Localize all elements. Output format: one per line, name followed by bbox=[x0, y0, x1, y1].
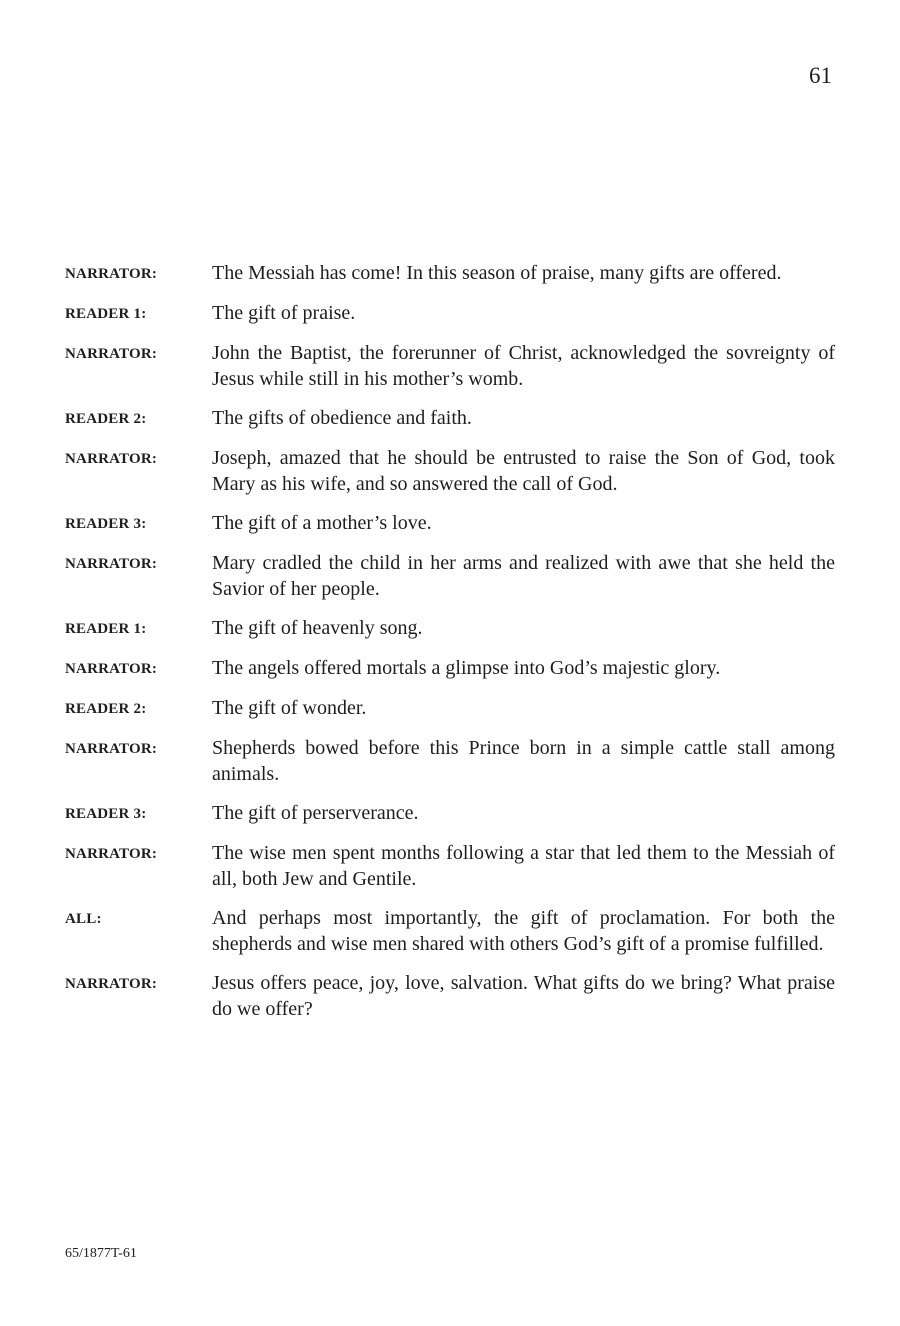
speaker-label: ALL: bbox=[65, 911, 102, 927]
script-line bbox=[65, 800, 835, 827]
script-line bbox=[65, 905, 835, 957]
script-line bbox=[65, 735, 835, 787]
line-text: The gifts of obedience and faith. bbox=[212, 407, 472, 429]
speaker-label: NARRATOR: bbox=[65, 346, 158, 362]
line-text: The gift of a mother’s love. bbox=[212, 512, 432, 534]
speaker-label: READER 3: bbox=[65, 516, 147, 532]
line-text: The angels offered mortals a glimpse into God’s majestic glory. bbox=[212, 657, 721, 679]
script-line bbox=[65, 340, 835, 392]
script-line bbox=[65, 445, 835, 497]
line-text: Shepherds bowed before this Prince born in a simple cattle stall among animals. bbox=[212, 737, 835, 785]
speaker-label: READER 2: bbox=[65, 701, 147, 717]
line-text: The gift of perserverance. bbox=[212, 802, 419, 824]
line-text: Jesus offers peace, joy, love, salvation. What gifts do we bring? What praise do we offer? bbox=[212, 972, 835, 1020]
speaker-label: READER 1: bbox=[65, 306, 147, 322]
line-text: And perhaps most importantly, the gift of proclamation. For both the shepherds and wise men shared with others God’s gift of a promise fulfilled. bbox=[212, 907, 835, 955]
line-text: The gift of praise. bbox=[212, 302, 356, 324]
line-text: Joseph, amazed that he should be entrusted to raise the Son of God, took Mary as his wife, and so answered the call of God. bbox=[212, 447, 835, 495]
script-line bbox=[65, 695, 835, 722]
line-text: The wise men spent months following a star that led them to the Messiah of all, both Jew and Gentile. bbox=[212, 842, 835, 890]
script-line bbox=[65, 510, 835, 537]
speaker-label: NARRATOR: bbox=[65, 976, 158, 992]
script-line bbox=[65, 550, 835, 602]
footer-code: 65/1877T-61 bbox=[65, 1246, 137, 1261]
line-text: The gift of heavenly song. bbox=[212, 617, 423, 639]
script-line bbox=[65, 405, 835, 432]
script-line bbox=[65, 840, 835, 892]
speaker-label: NARRATOR: bbox=[65, 741, 158, 757]
script-line bbox=[65, 970, 835, 1022]
speaker-label: NARRATOR: bbox=[65, 556, 158, 572]
script-body bbox=[65, 260, 835, 1035]
line-text: The Messiah has come! In this season of praise, many gifts are offered. bbox=[212, 262, 782, 284]
script-line bbox=[65, 260, 835, 287]
speaker-label: READER 1: bbox=[65, 621, 147, 637]
speaker-label: READER 3: bbox=[65, 806, 147, 822]
speaker-label: READER 2: bbox=[65, 411, 147, 427]
speaker-label: NARRATOR: bbox=[65, 451, 158, 467]
script-line bbox=[65, 615, 835, 642]
script-line bbox=[65, 300, 835, 327]
speaker-label: NARRATOR: bbox=[65, 266, 158, 282]
line-text: The gift of wonder. bbox=[212, 697, 367, 719]
script-line bbox=[65, 655, 835, 682]
page-number: 61 bbox=[809, 63, 832, 88]
line-text: Mary cradled the child in her arms and realized with awe that she held the Savior of her people. bbox=[212, 552, 835, 600]
line-text: John the Baptist, the forerunner of Christ, acknowledged the sovreignty of Jesus while still in his mother’s womb. bbox=[212, 342, 835, 390]
speaker-label: NARRATOR: bbox=[65, 661, 158, 677]
speaker-label: NARRATOR: bbox=[65, 846, 158, 862]
